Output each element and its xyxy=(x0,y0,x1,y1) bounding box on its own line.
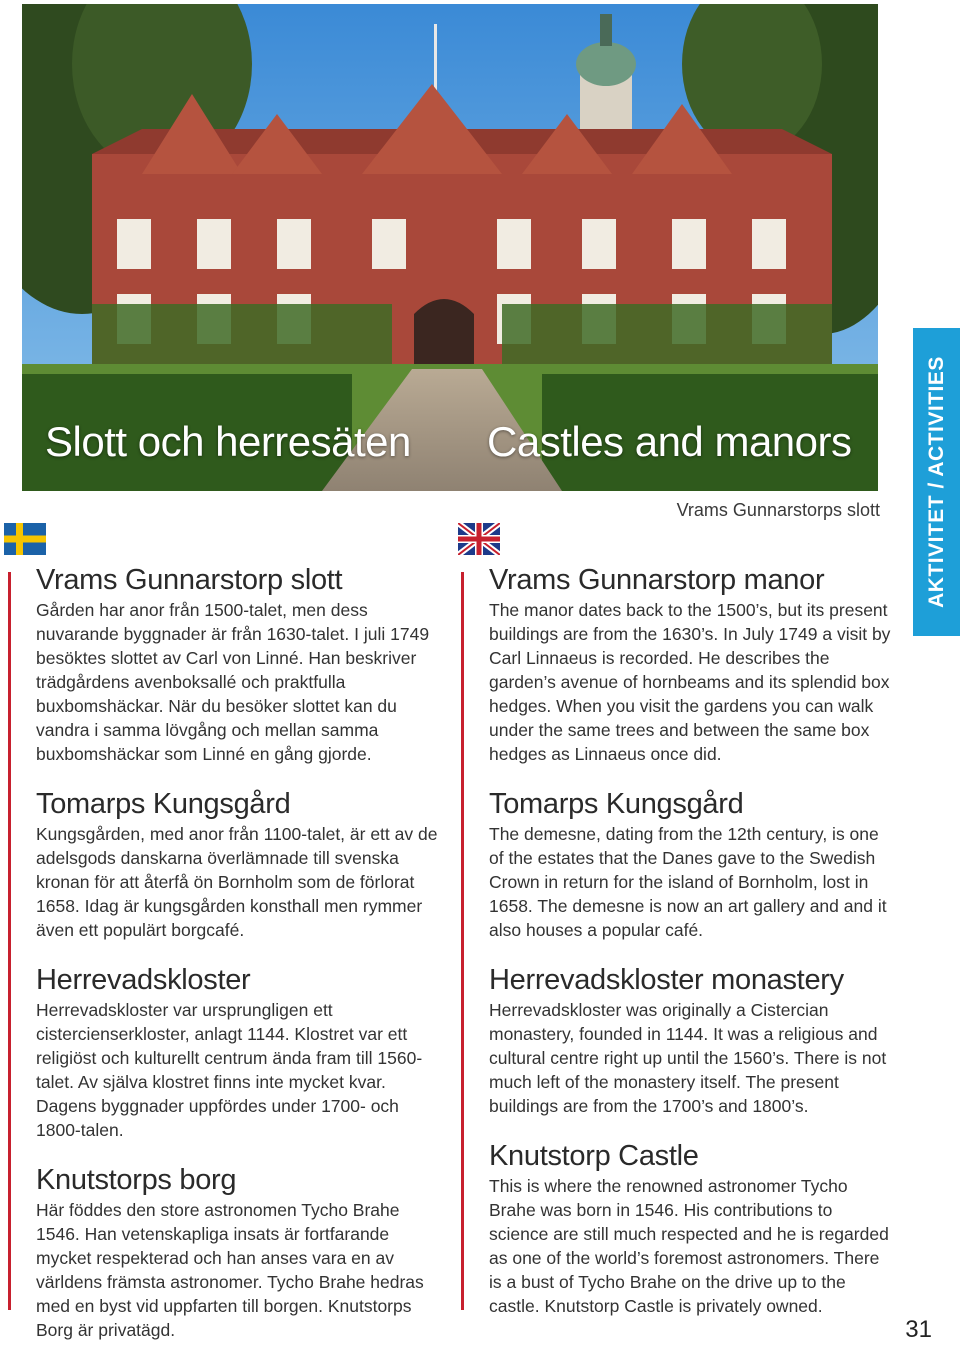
section-vrams-gunnarstorp-en xyxy=(489,562,894,766)
hero-title-english: Castles and manors xyxy=(487,418,852,465)
swedish-column-rule xyxy=(8,572,11,1310)
section-vrams-gunnarstorp-sv xyxy=(36,562,441,766)
section-body: Herrevadskloster was originally a Cistercian monastery, founded in 1144. It was a religious and cultural centre right up until the 1560’s. There is not much left of the monastery itself. The present buildings are from the 1700’s and 1800’s. xyxy=(489,1000,887,1116)
section-body: The demesne, dating from the 12th century, is one of the estates that the Danes gave to the Swedish Crown in return for the island of Bornholm, lost in 1658. The demesne is now an art gallery and and it also houses a popular café. xyxy=(489,824,887,940)
section-knutstorp-en xyxy=(489,1138,894,1318)
section-knutstorp-sv xyxy=(36,1162,441,1342)
photo-caption: Vrams Gunnarstorps slott xyxy=(676,500,880,520)
side-tab-label: AKTIVITET / ACTIVITIES xyxy=(924,356,948,608)
page-number: 31 xyxy=(905,1316,932,1343)
section-heading: Vrams Gunnarstorp manor xyxy=(489,564,825,596)
section-heading: Herrevadskloster xyxy=(36,964,251,996)
section-body: This is where the renowned astronomer Tycho Brahe was born in 1546. His contributions to science are still much respected and he is regarded as one of the world’s foremost astronomers. There is a bust of Tycho Brahe on the drive up to the castle. Knutstorp Castle is privately owned. xyxy=(489,1176,889,1316)
english-column-rule xyxy=(461,572,464,1310)
section-heading: Vrams Gunnarstorp slott xyxy=(36,564,343,596)
section-heading: Knutstorps borg xyxy=(36,1164,237,1196)
section-heading: Knutstorp Castle xyxy=(489,1140,699,1172)
swedish-flag-icon xyxy=(4,523,46,555)
section-body: Herrevadskloster var ursprungligen ett cistercienserkloster, anlagt 1144. Klostret var ett religiöst och kulturellt centrum ända fram till 1560-talet. Av själva klostret finns inte mycket kvar. Dagens byggnader uppfördes under 1700- och 1800-talen. xyxy=(36,1000,423,1140)
uk-flag-icon xyxy=(458,523,500,555)
section-herrevadskloster-en xyxy=(489,962,894,1118)
hero-title-swedish: Slott och herresäten xyxy=(45,418,411,465)
section-heading: Tomarps Kungsgård xyxy=(489,788,744,820)
section-herrevadskloster-sv xyxy=(36,962,441,1142)
section-body: Här föddes den store astronomen Tycho Brahe 1546. Han vetenskapliga insats är fortfarande mycket respekterad och han anses vara en av världens främsta astronomer. Tycho Brahe hedras med en byst vid uppfarten till borgen. Knutstorps Borg är privatägd. xyxy=(36,1200,424,1340)
section-body: Gården har anor från 1500-talet, men dess nuvarande byggnader är från 1630-talet. I juli 1749 besöktes slottet av Carl von Linné. Han beskriver trädgårdens avenboksallé och praktfulla buxbomshäckar. När du besöker slottet kan du vandra i samma lövgång och mellan samma buxbomshäckar som Linné en gång gjorde. xyxy=(36,600,430,764)
section-tomarps-en xyxy=(489,786,894,942)
swedish-column xyxy=(36,562,441,1362)
section-body: Kungsgården, med anor från 1100-talet, är ett av de adelsgods danskarna överlämnade till svenska kronan för att återfå ön Bornholm som de förlorat 1658. Idag är kungsgården konsthall men rymmer även ett populärt borgcafé. xyxy=(36,824,438,940)
english-column xyxy=(489,562,894,1338)
section-heading: Tomarps Kungsgård xyxy=(36,788,291,820)
section-tomarps-sv xyxy=(36,786,441,942)
section-heading: Herrevadskloster monastery xyxy=(489,964,844,996)
activities-side-tab xyxy=(913,328,960,636)
section-body: The manor dates back to the 1500’s, but its present buildings are from the 1630’s. In July 1749 a visit by Carl Linnaeus is recorded. He describes the garden’s avenue of hornbeams and its splendid box hedges. When you visit the gardens you can walk under the same trees and between the same box hedges as Linnaeus once did. xyxy=(489,600,891,764)
